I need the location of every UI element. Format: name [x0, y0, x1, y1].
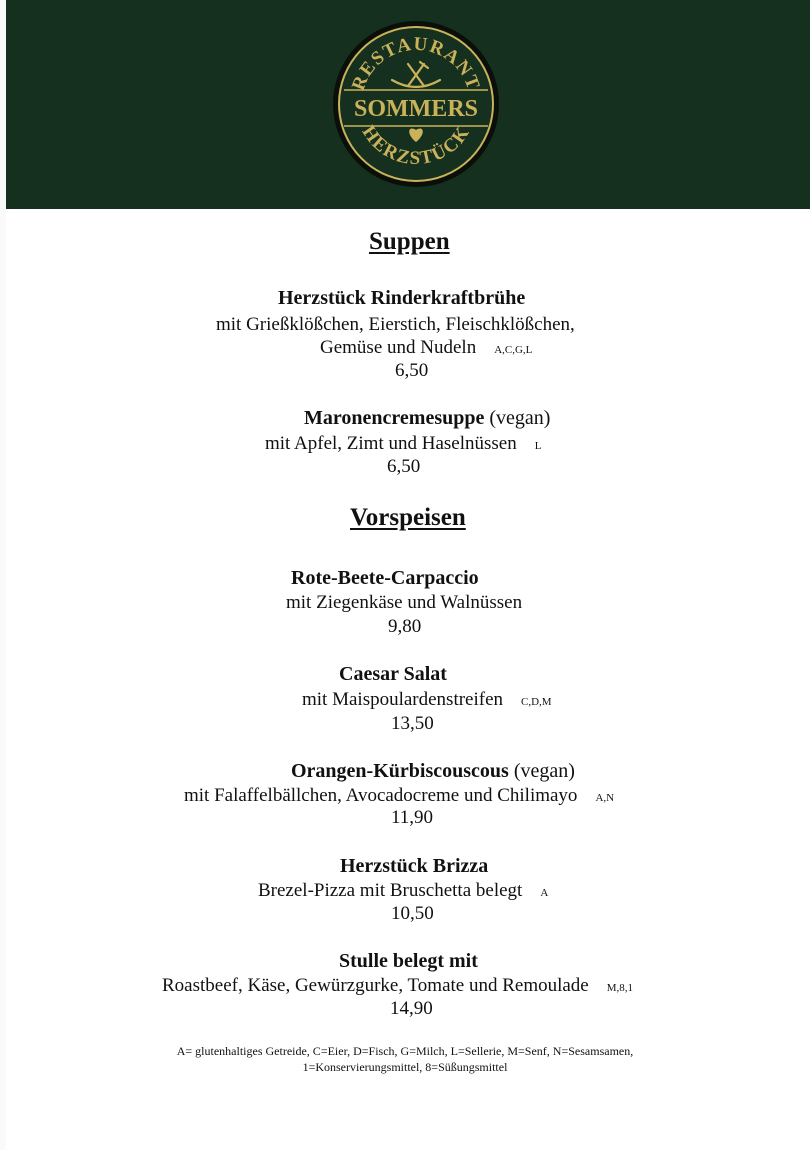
item-name: Orangen-Kürbiscouscous (vegan) [291, 760, 575, 782]
allergen-codes: C,D,M [521, 696, 552, 708]
item-desc: mit Maispoulardenstreifen C,D,M [302, 689, 552, 710]
item-price: 14,90 [390, 998, 433, 1019]
item-name: Herzstück Brizza [340, 855, 489, 877]
item-desc: Gemüse und Nudeln A,C,G,L [320, 337, 533, 358]
allergen-legend-line1: A= glutenhaltiges Getreide, C=Eier, D=Fisch, G=Milch, L=Sellerie, M=Senf, N=Sesamsamen, [176, 1044, 634, 1058]
item-price: 9,80 [388, 616, 422, 637]
item-desc: mit Falaffelbällchen, Avocadocreme und Chilimayo A,N [184, 785, 615, 806]
item-name: Maronencremesuppe (vegan) [304, 407, 551, 429]
allergen-codes: A [540, 887, 549, 899]
item-name: Stulle belegt mit [339, 950, 478, 972]
logo-top-text: RESTAURANT [347, 33, 484, 94]
allergen-codes: A,C,G,L [494, 344, 533, 356]
item-desc: mit Apfel, Zimt und Haselnüssen L [265, 433, 542, 454]
item-suffix: (vegan) [513, 760, 575, 782]
item-price: 6,50 [387, 456, 421, 477]
item-desc: Brezel-Pizza mit Bruschetta belegt A [258, 880, 549, 901]
item-name: Caesar Salat [339, 663, 447, 685]
item-name: Herzstück Rinderkraftbrühe [278, 287, 526, 309]
item-price: 6,50 [395, 360, 429, 381]
restaurant-logo [332, 20, 500, 188]
item-price: 11,90 [391, 807, 434, 828]
section-title-suppen: Suppen [369, 228, 450, 255]
allergen-legend-line2: 1=Konservierungsmittel, 8=Süßungsmittel [302, 1060, 508, 1074]
item-price: 10,50 [391, 903, 434, 924]
logo-bottom-text: HERZSTÜCK [357, 122, 475, 170]
section-title-vorspeisen: Vorspeisen [350, 504, 466, 531]
allergen-codes: M,8,1 [606, 982, 634, 994]
item-desc: mit Grießklößchen, Eierstich, Fleischklößchen, [216, 314, 575, 335]
allergen-codes: A,N [595, 792, 615, 804]
logo-name: SOMMERS [353, 96, 479, 122]
item-price: 13,50 [391, 713, 434, 734]
item-suffix: (vegan) [489, 407, 551, 429]
allergen-codes: L [534, 440, 542, 452]
item-desc: Roastbeef, Käse, Gewürzgurke, Tomate und Remoulade M,8,1 [162, 975, 634, 996]
item-name: Rote-Beete-Carpaccio [291, 567, 479, 589]
item-desc: mit Ziegenkäse und Walnüssen [286, 592, 523, 613]
